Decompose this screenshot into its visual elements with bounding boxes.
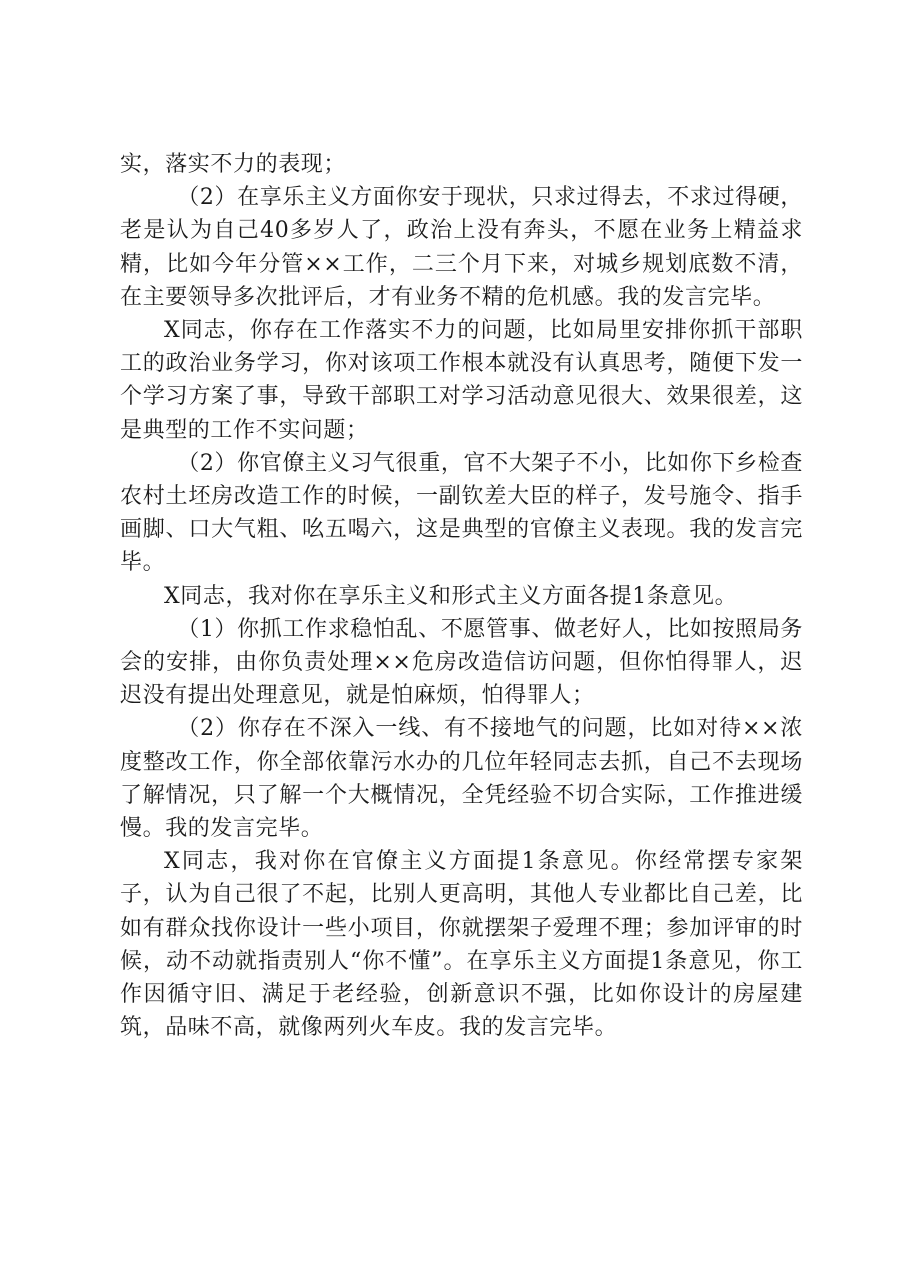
paragraph-2: （2）在享乐主义方面你安于现状，只求过得去，不求过得硬，老是认为自己40多岁人了，政治上没有奔头，不愿在业务上精益求精，比如今年分管××工作，二三个月下来，对城乡规划底数不清，在主要领导多次批评后，才有业务不精的危机感。我的发言完毕。 — [120, 185, 803, 310]
paragraph-7: （2）你存在不深入一线、有不接地气的问题，比如对待××浓度整改工作，你全部依靠污水办的几位年轻同志去抓，自己不去现场了解情况，只了解一个大概情况，全凭经验不切合实际，工作推进缓慢。我的发言完毕。 — [120, 716, 803, 842]
paragraph-5: X同志，我对你在享乐主义和形式主义方面各提1条意见。 — [164, 583, 738, 609]
document-body — [120, 148, 803, 1044]
paragraph-3: X同志，你存在工作落实不力的问题，比如局里安排你抓干部职工的政治业务学习，你对该项工作根本就没有认真思考，随便下发一个学习方案了事，导致干部职工对学习活动意见很大、效果很差，这是典型的工作不实问题； — [120, 318, 803, 443]
paragraph-6: （1）你抓工作求稳怕乱、不愿管事、做老好人，比如按照局务会的安排，由你负责处理××危房改造信访问题，但你怕得罪人，迟迟没有提出处理意见，就是怕麻烦，怕得罪人； — [120, 616, 803, 709]
paragraph-8: X同志，我对你在官僚主义方面提1条意见。你经常摆专家架子，认为自己很了不起，比别人更高明，其他人专业都比自己差，比如有群众找你设计一些小项目，你就摆架子爱理不理；参加评审的时候，动不动就指责别人“你不懂”。在享乐主义方面提1条意见，你工作因循守旧、满足于老经验，创新意识不强，比如你设计的房屋建筑，品味不高，就像两列火车皮。我的发言完毕。 — [120, 849, 803, 1041]
paragraph-1: 实，落实不力的表现； — [120, 152, 347, 177]
paragraph-4: （2）你官僚主义习气很重，官不大架子不小，比如你下乡检查农村土坯房改造工作的时候，一副钦差大臣的样子，发号施令、指手画脚、口大气粗、吆五喝六，这是典型的官僚主义表现。我的发言完毕。 — [120, 450, 803, 576]
